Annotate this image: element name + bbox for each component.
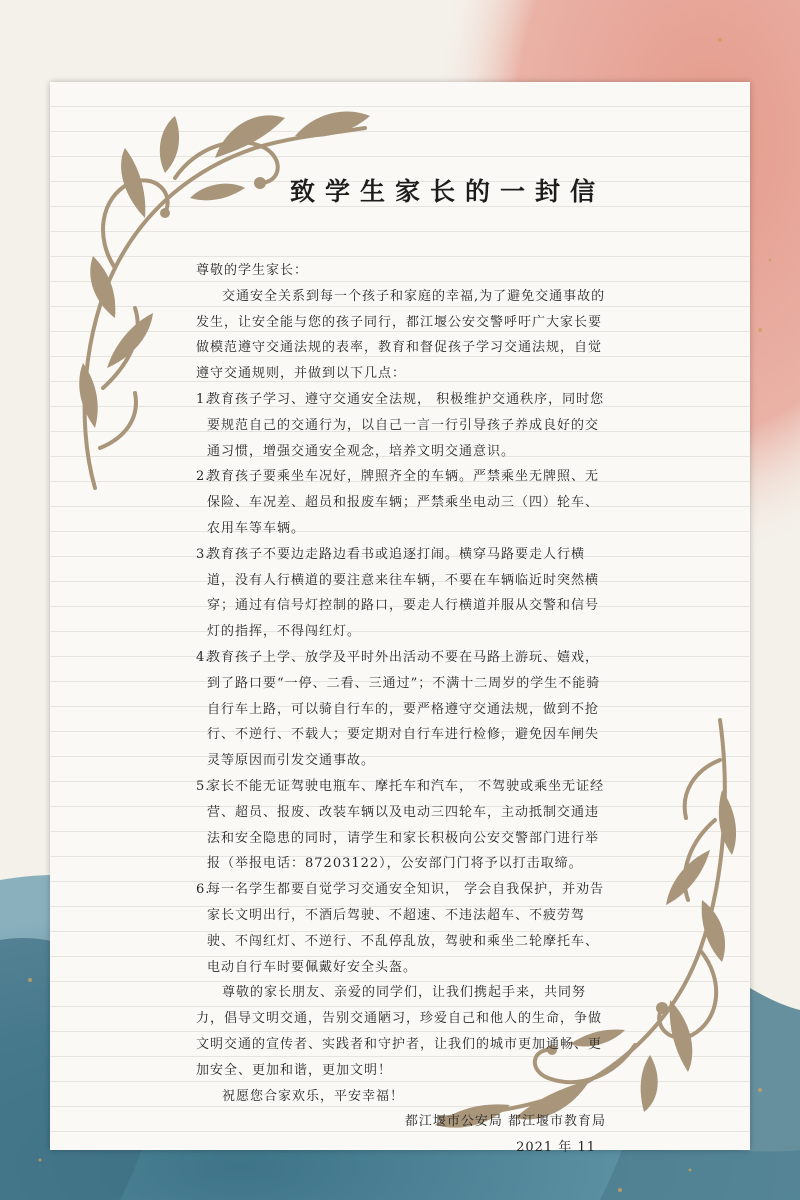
item-text: 教育孩子上学、放学及平时外出活动不要在马路上游玩、嬉戏，到了路口要“一停、二看、三通过”；不满十二周岁的学生不能骑自行车上路，可以骑自行车的，要严格遵守交通法规，做到不抢行、不逆行、不载人；要定期对自行车进行检修，避免因车闸失灵等原因而引发交通事故。: [207, 649, 601, 769]
item-text: 每一名学生都要自觉学习交通安全知识， 学会自我保护，并劝告家长文明出行，不酒后驾驶、不超速、不违法超车、不疲劳驾驶、不闯红灯、不逆行、不乱停乱放，驾驶和乘坐二轮摩托车、电动自行车时要佩戴好安全头盔。: [207, 882, 605, 975]
item-number: 6.: [196, 882, 211, 898]
item-number: 3.: [196, 546, 211, 562]
closing-paragraph: 尊敬的家长朋友、亲爱的同学们，让我们携起手来，共同努力，倡导文明交通，告别交通陋习，珍爱自己和他人的生命，争做文明交通的宣传者、实践者和守护者，让我们的城市更加通畅、更加安全、更加和谐，更加文明！: [196, 985, 603, 1078]
item-text: 家长不能无证驾驶电瓶车、摩托车和汽车， 不驾驶或乘坐无证经营、超员、报废、改装车辆以及电动三四轮车，主动抵制交通违法和安全隐患的同时，请学生和家长积极向公安交警部门进行举报（举报电话：87203122），公安部门门将予以打击取缔。: [207, 778, 605, 872]
letter-body: [196, 258, 606, 1161]
item-text: 教育孩子要乘坐车况好，牌照齐全的车辆。严禁乘坐无牌照、无保险、车况差、超员和报废车辆；严禁乘坐电动三（四）轮车、农用车等车辆。: [207, 469, 600, 536]
wish-line: 祝愿您合家欢乐，平安幸福！: [222, 1088, 405, 1104]
item-number: 4.: [196, 649, 211, 665]
list-item: [196, 464, 606, 541]
item-number: 1.: [196, 391, 211, 407]
item-text: 教育孩子不要边走路边看书或追逐打闹。横穿马路要走人行横道，没有人行横道的要注意来往车辆，不要在车辆临近时突然横穿；通过有信号灯控制的路口，要走人行横道并服从交警和信号灯的指挥，不得闯红灯。: [207, 546, 600, 640]
letter-date: 2021 年 11: [516, 1140, 596, 1156]
list-item: [196, 877, 606, 980]
signature: 都江堰市公安局 都江堰市教育局: [404, 1114, 606, 1130]
intro-paragraph: 交通安全关系到每一个孩子和家庭的幸福,为了避免交通事故的发生，让安全能与您的孩子同行，都江堰公安交警呼吁广大家长要做模范遵守交通法规的表率，教育和督促孩子学习交通法规，自觉遵守交通规则，并做到以下几点：: [196, 288, 606, 382]
item-number: 5.: [196, 778, 211, 794]
salutation: 尊敬的学生家长：: [196, 263, 309, 278]
list-item: [196, 774, 606, 877]
item-text: 教育孩子学习、遵守交通安全法规， 积极维护交通秩序，同时您要规范自己的交通行为，以自己一言一行引导孩子养成良好的交通习惯，增强交通安全观念，培养文明交通意识。: [207, 391, 605, 459]
item-number: 2.: [196, 469, 211, 485]
list-item: [196, 645, 606, 774]
list-item: [196, 387, 606, 464]
list-item: [196, 542, 606, 645]
letter-title: 致学生家长的一封信: [290, 177, 606, 206]
